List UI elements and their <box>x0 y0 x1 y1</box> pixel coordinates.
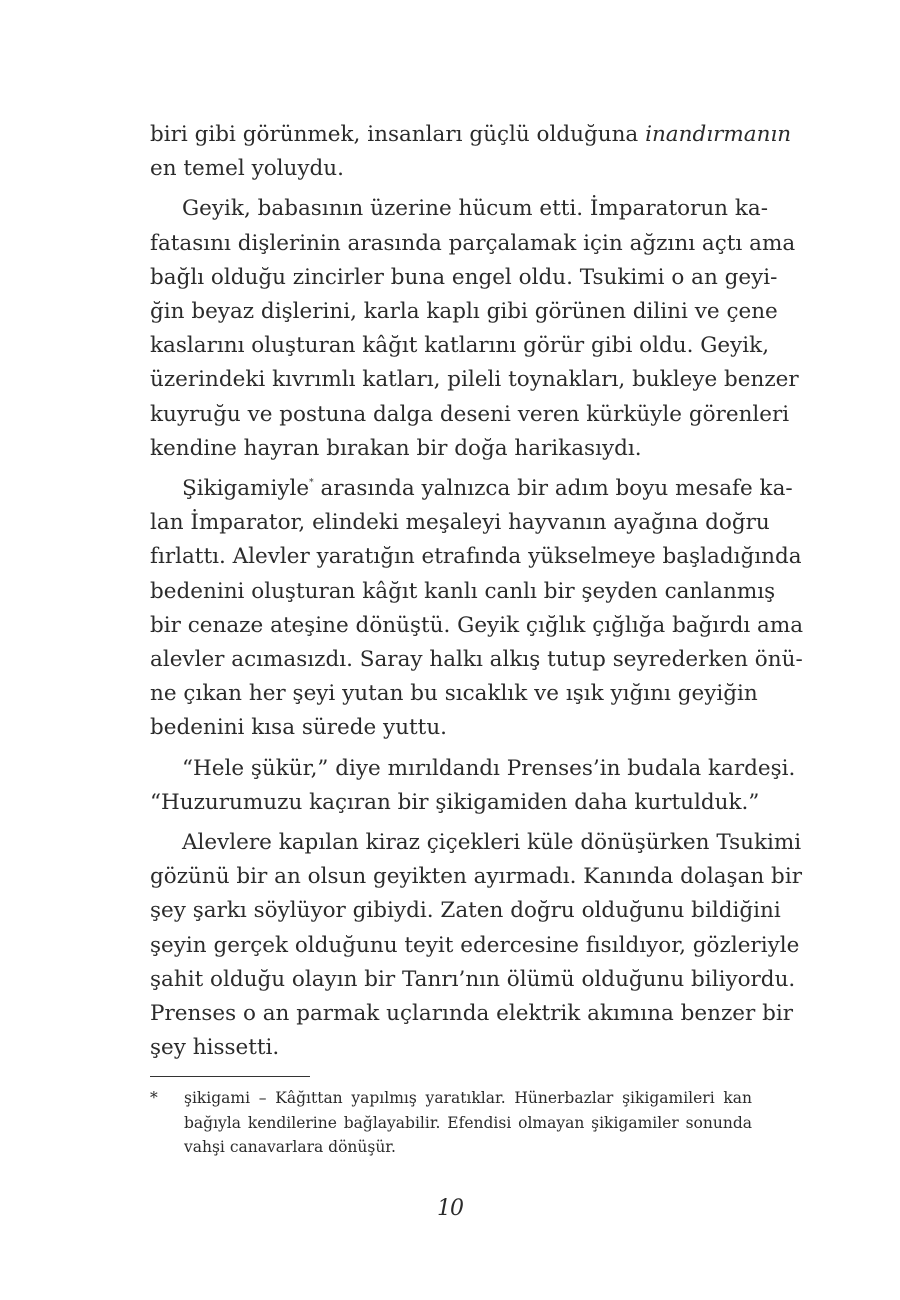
footnote <box>150 1086 752 1160</box>
text-line: en temel yoluydu. <box>150 156 344 182</box>
text-line: şahit olduğu olayın bir Tanrı’nın ölümü olduğunu biliyordu. <box>150 966 796 992</box>
footnote-line: vahşi canavarlara dönüşür. <box>184 1138 396 1157</box>
paragraph-5 <box>150 826 802 1065</box>
text-line: şey hissetti. <box>150 1035 280 1061</box>
text-line: lan İmparator, elindeki meşaleyi hayvanın ayağına doğru <box>150 510 770 536</box>
text-line: alevler acımasızdı. Saray halkı alkış tutup seyrederken önü- <box>150 647 803 673</box>
text-line: kuyruğu ve postuna dalga deseni veren kürküyle görenleri <box>150 401 790 427</box>
text-line: Geyik, babasının üzerine hücum etti. İmparatorun ka- <box>182 196 768 222</box>
text-line <box>150 472 793 506</box>
text-line-plain: arasında yalnızca bir adım boyu mesafe ka- <box>313 476 793 502</box>
paragraph-1 <box>150 118 792 186</box>
text-line: kaslarını oluşturan kâğıt katlarını görür gibi oldu. Geyik, <box>150 333 770 359</box>
text-line-plain: Şikigamiyle <box>182 476 310 502</box>
italic-word: inandırmanın <box>645 122 792 147</box>
text-line: fatasını dişlerinin arasında parçalamak için ağzını açtı ama <box>150 230 796 256</box>
text-line: şeyin gerçek olduğunu teyit edercesine fısıldıyor, gözleriyle <box>150 932 800 958</box>
text-line: ğin beyaz dişlerini, karla kaplı gibi görünen dilini ve çene <box>150 299 778 325</box>
text-line-plain: biri gibi görünmek, insanları güçlü olduğuna <box>150 122 646 147</box>
text-line: “Huzurumuzu kaçıran bir şikigamiden daha kurtulduk.” <box>150 789 760 815</box>
text-line: bir cenaze ateşine dönüştü. Geyik çığlık çığlığa bağırdı ama <box>150 612 804 638</box>
paragraph-4 <box>150 752 796 820</box>
footnote-line: şikigami – Kâğıttan yapılmış yaratıklar. Hünerbazlar şikigamileri kan <box>184 1089 752 1107</box>
text-line: “Hele şükür,” diye mırıldandı Prenses’in budala kardeşi. <box>182 755 796 781</box>
text-line: bedenini kısa sürede yuttu. <box>150 715 448 741</box>
text-line: ne çıkan her şeyi yutan bu sıcaklık ve ışık yığını geyiğin <box>150 681 758 707</box>
page-number: 10 <box>437 1196 463 1221</box>
text-line: şey şarkı söylüyor gibiydi. Zaten doğru olduğunu bildiğini <box>150 898 781 924</box>
text-line: Alevlere kapılan kiraz çiçekleri küle dönüşürken Tsukimi <box>182 830 802 856</box>
body-text <box>150 118 804 1065</box>
footnote-reference: * <box>309 478 314 489</box>
text-line: bedenini oluşturan kâğıt kanlı canlı bir şeyden canlanmış <box>150 578 776 604</box>
text-line: kendine hayran bırakan bir doğa harikasıydı. <box>150 435 642 461</box>
text-line: üzerindeki kıvrımlı katları, pileli toynakları, bukleye benzer <box>150 367 799 393</box>
footnote-text <box>184 1086 752 1160</box>
text-line: Prenses o an parmak uçlarında elektrik akımına benzer bir <box>150 1001 794 1027</box>
paragraph-3 <box>150 472 804 746</box>
footnote-divider <box>150 1076 310 1077</box>
text-line: gözünü bir an olsun geyikten ayırmadı. Kanında dolaşan bir <box>150 864 802 890</box>
footnote-mark: * <box>150 1089 158 1107</box>
text-line <box>150 118 792 152</box>
paragraph-2 <box>150 192 799 466</box>
footnote-line: bağıyla kendilerine bağlayabilir. Efendisi olmayan şikigamiler sonunda <box>184 1113 752 1132</box>
text-line: fırlattı. Alevler yaratığın etrafında yükselmeye başladığında <box>150 544 802 570</box>
text-line: bağlı olduğu zincirler buna engel oldu. Tsukimi o an geyi- <box>150 264 778 290</box>
